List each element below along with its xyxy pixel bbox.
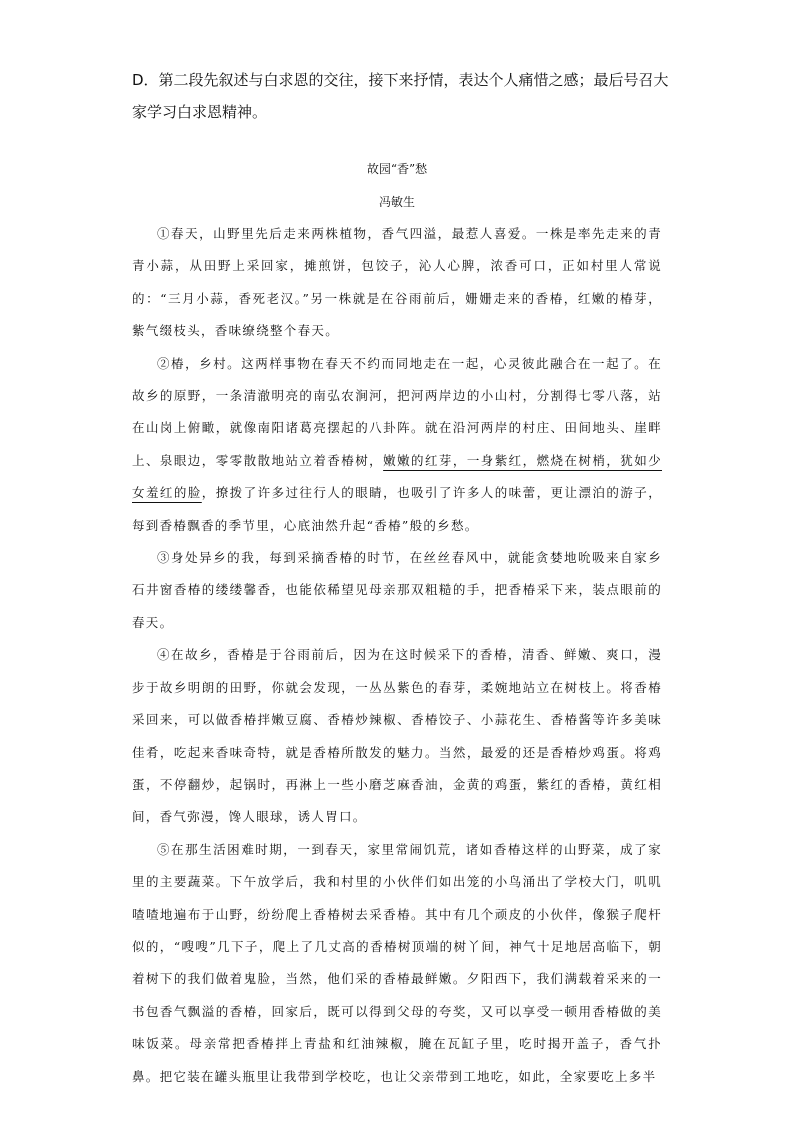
paragraph-3: ③身处异乡的我，每到采摘香椿的时节，在丝丝春风中，就能贪婪地吮吸来自家乡石井窗香椿的缕缕馨香，也能依稀望见母亲那双粗糙的手，把香椿采下来，装点眼前的春天。: [132, 550, 662, 630]
article-body: [132, 218, 662, 1093]
paragraph-1: ①春天，山野里先后走来两株植物，香气四溢，最惹人喜爱。一株是率先走来的青青小蒜，从田野上采回家，摊煎饼，包饺子，沁人心脾，浓香可口，正如村里人常说的：“三月小蒜，香死老汉。”另一株就是在谷雨前后，姗姗走来的香椿，红嫩的椿芽，紫气缀枝头，香味缭绕整个春天。: [132, 226, 662, 339]
answer-option-d: D．第二段先叙述与白求恩的交往，接下来抒情，表达个人痛惜之感；最后号召大家学习白求恩精神。: [132, 71, 669, 121]
underlined-sentence: 嫩嫩的红芽，一身紫红，燃烧在树梢，犹如少女羞红的脸: [132, 452, 662, 501]
paragraph-2: ②椿，乡村。这两样事物在春天不约而同地走在一起，心灵彼此融合在一起了。在故乡的原野，一条清澈明亮的南弘农涧河，把河两岸边的小山村，分割得七零八落，站在山岗上俯瞰，就像南阳诸葛亮摆起的八卦阵。就在沿河两岸的村庄、田间地头、崖畔上、泉眼边，零零散散地站立着香椿树，嫩嫩的红芽，一身紫红，燃烧在树梢，犹如少女羞红的脸，撩拨了许多过往行人的眼睛，也吸引了许多人的味蕾，更让漂泊的游子，每到香椿飘香的季节里，心底油然升起“香椿”般的乡愁。: [132, 355, 662, 533]
paragraph-4: ④在故乡，香椿是于谷雨前后，因为在这时候采下的香椿，清香、鲜嫩、爽口，漫步于故乡明朗的田野，你就会发现，一丛丛紫色的春芽，柔婉地站立在树枝上。将香椿采回来，可以做香椿拌嫩豆腐、香椿炒辣椒、香椿饺子、小蒜花生、香椿酱等许多美味佳肴，吃起来香味奇特，就是香椿所散发的魅力。当然，最爱的还是香椿炒鸡蛋。将鸡蛋，不停翻炒，起锅时，再淋上一些小磨芝麻香油，金黄的鸡蛋，紫红的香椿，黄红相间，香气弥漫，馋人眼球，诱人胃口。: [132, 647, 662, 825]
paragraph-5: ⑤在那生活困难时期，一到春天，家里常闹饥荒，诸如香椿这样的山野菜，成了家里的主要蔬菜。下午放学后，我和村里的小伙伴们如出笼的小鸟涌出了学校大门，叽叽喳喳地遍布于山野，纷纷爬上香椿树去采香椿。其中有几个顽皮的小伙伴，像猴子爬杆似的，“嗖嗖”几下子，爬上了几丈高的香椿树顶端的树丫间，神气十足地居高临下，朝着树下的我们做着鬼脸，当然，他们采的香椿最鲜嫩。夕阳西下，我们满载着采来的一书包香气飘溢的香椿，回家后，既可以得到父母的夸奖，又可以享受一顿用香椿做的美味饭菜。母亲常把香椿拌上青盐和红油辣椒，腌在瓦缸子里，吃时揭开盖子，香气扑鼻。把它装在罐头瓶里让我带到学校吃，也让父亲带到工地吃，如此，全家要吃上多半: [132, 841, 662, 1084]
article-title: 故园“香”愁: [366, 162, 428, 176]
article-author: 冯敏生: [378, 195, 415, 209]
